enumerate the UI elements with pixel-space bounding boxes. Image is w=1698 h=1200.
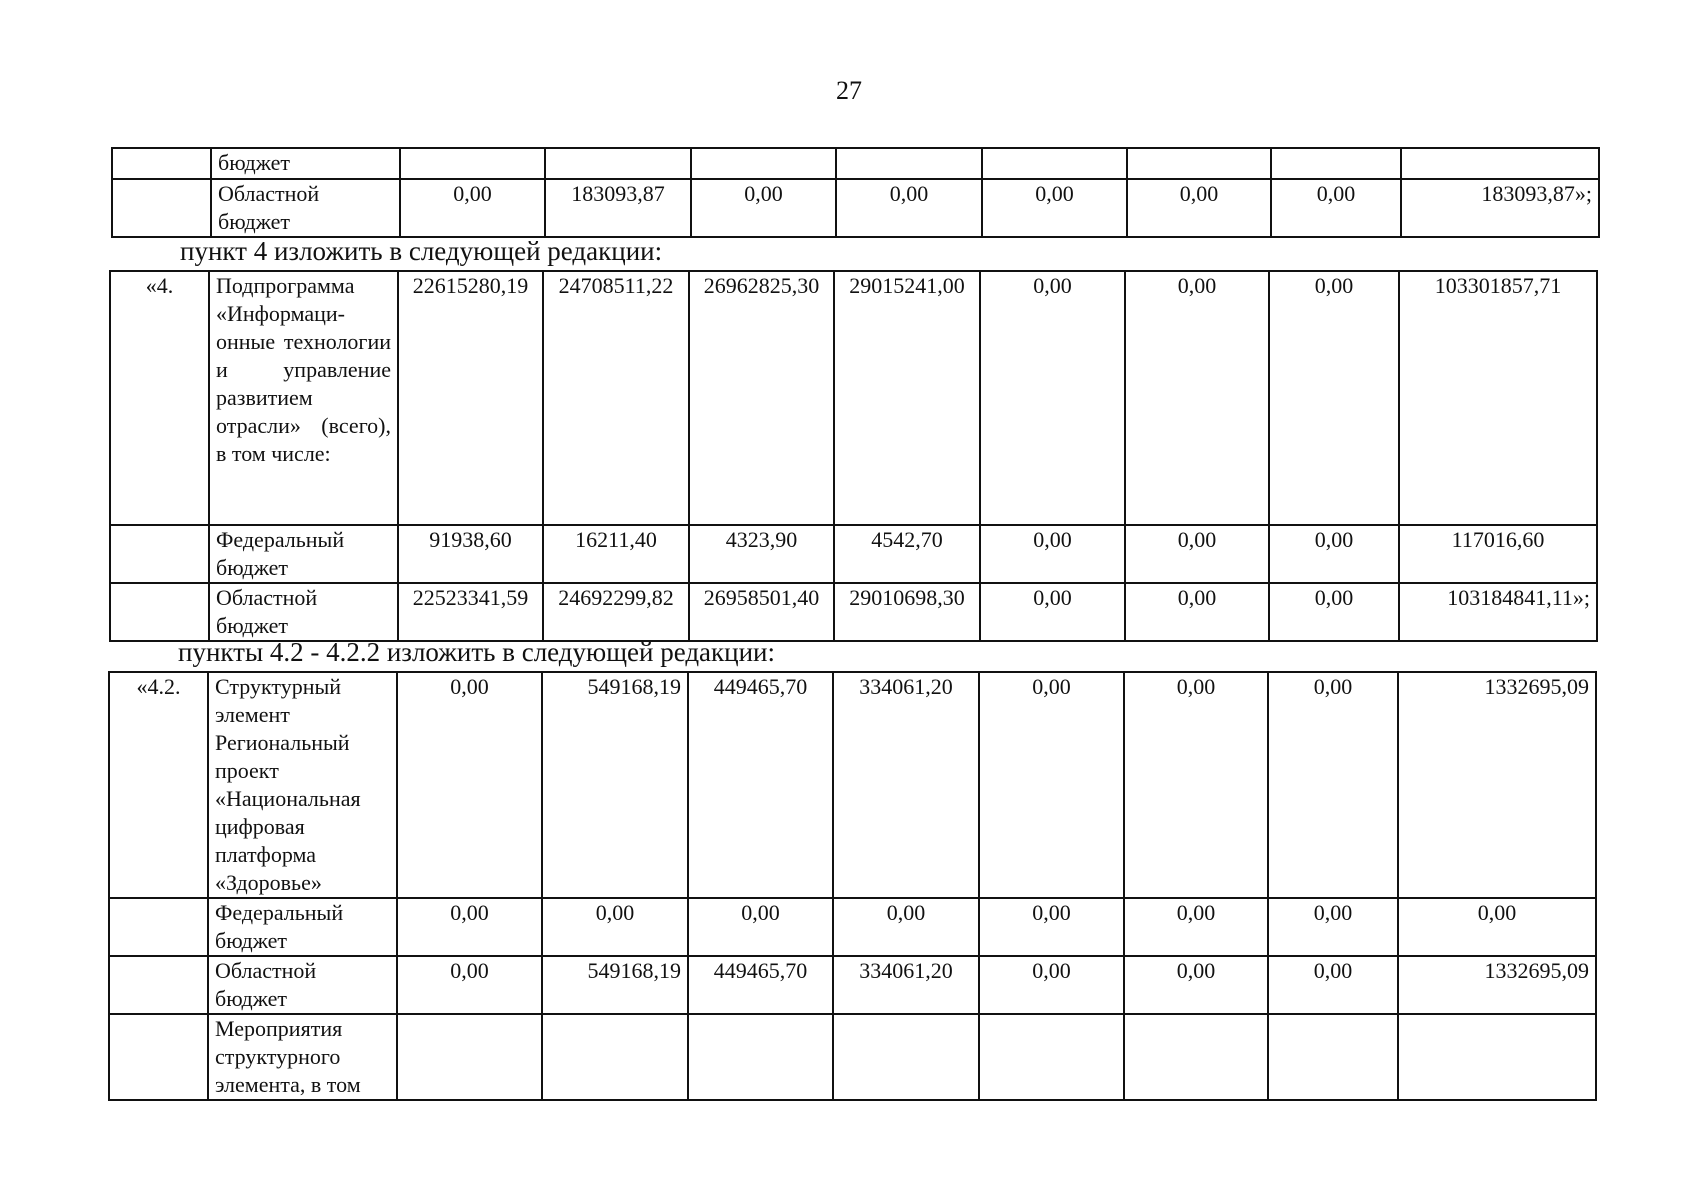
row-index	[112, 179, 211, 237]
value-cell: 0,00	[982, 179, 1127, 237]
value-cell: 0,00	[1124, 672, 1268, 898]
value-cell: 26962825,30	[689, 271, 834, 525]
value-cell: 0,00	[1125, 583, 1269, 641]
value-cell	[1124, 1014, 1268, 1100]
value-cell: 0,00	[397, 898, 542, 956]
value-cell: 91938,60	[398, 525, 543, 583]
value-cell	[1127, 148, 1271, 179]
row-name: Мероприятия структурного элемента, в том	[208, 1014, 397, 1100]
row-index	[112, 148, 211, 179]
value-cell: 549168,19	[542, 672, 688, 898]
value-cell: 0,00	[542, 898, 688, 956]
value-cell: 0,00	[400, 179, 545, 237]
row-name: Федеральный бюджет	[208, 898, 397, 956]
row-name: бюджет	[211, 148, 400, 179]
row-index	[109, 898, 208, 956]
value-cell	[1271, 148, 1401, 179]
value-cell	[833, 1014, 979, 1100]
table-row	[109, 672, 1596, 898]
value-cell: 0,00	[1125, 271, 1269, 525]
total-cell: 1332695,09	[1398, 956, 1596, 1014]
total-cell: 183093,87»;	[1401, 179, 1599, 237]
value-cell	[1268, 1014, 1398, 1100]
table-row	[109, 956, 1596, 1014]
value-cell: 334061,20	[833, 672, 979, 898]
row-index	[110, 583, 209, 641]
value-cell: 0,00	[979, 898, 1124, 956]
row-index	[110, 525, 209, 583]
row-name: Областной бюджет	[208, 956, 397, 1014]
row-index: «4.	[110, 271, 209, 525]
value-cell: 0,00	[980, 525, 1125, 583]
value-cell: 26958501,40	[689, 583, 834, 641]
value-cell: 0,00	[836, 179, 982, 237]
value-cell: 4542,70	[834, 525, 980, 583]
table-row	[110, 271, 1597, 525]
value-cell: 183093,87	[545, 179, 691, 237]
total-cell: 103184841,11»;	[1399, 583, 1597, 641]
value-cell	[688, 1014, 833, 1100]
row-name: Областной бюджет	[209, 583, 398, 641]
value-cell: 22615280,19	[398, 271, 543, 525]
value-cell: 0,00	[691, 179, 836, 237]
value-cell	[691, 148, 836, 179]
total-cell: 0,00	[1398, 898, 1596, 956]
value-cell: 0,00	[980, 271, 1125, 525]
total-cell: 117016,60	[1399, 525, 1597, 583]
table-row	[110, 525, 1597, 583]
value-cell: 0,00	[1268, 898, 1398, 956]
value-cell: 22523341,59	[398, 583, 543, 641]
row-name: Подпрограмма «Информаци-онные технологии и управление развитием отрасли» (всего), в том числе:	[209, 271, 398, 525]
value-cell: 0,00	[1125, 525, 1269, 583]
value-cell: 0,00	[1271, 179, 1401, 237]
value-cell: 0,00	[979, 672, 1124, 898]
value-cell	[400, 148, 545, 179]
total-cell	[1398, 1014, 1596, 1100]
value-cell: 29015241,00	[834, 271, 980, 525]
value-cell	[545, 148, 691, 179]
row-name: Структурный элемент Региональный проект «Национальная цифровая платформа «Здоровье»	[208, 672, 397, 898]
table-row	[112, 148, 1599, 179]
budget-table-item-4-2	[108, 671, 1597, 1101]
value-cell: 334061,20	[833, 956, 979, 1014]
value-cell	[836, 148, 982, 179]
total-cell: 103301857,71	[1399, 271, 1597, 525]
total-cell: 1332695,09	[1398, 672, 1596, 898]
value-cell	[979, 1014, 1124, 1100]
value-cell: 0,00	[397, 956, 542, 1014]
budget-table-subprogram-4	[109, 270, 1598, 642]
value-cell: 0,00	[1269, 271, 1399, 525]
value-cell: 16211,40	[543, 525, 689, 583]
value-cell: 0,00	[833, 898, 979, 956]
table-row	[109, 898, 1596, 956]
value-cell: 549168,19	[542, 956, 688, 1014]
page-number: 27	[836, 76, 862, 105]
value-cell: 0,00	[1269, 525, 1399, 583]
value-cell: 0,00	[397, 672, 542, 898]
value-cell: 24708511,22	[543, 271, 689, 525]
value-cell: 0,00	[980, 583, 1125, 641]
value-cell: 29010698,30	[834, 583, 980, 641]
value-cell	[982, 148, 1127, 179]
value-cell: 24692299,82	[543, 583, 689, 641]
table-row	[112, 179, 1599, 237]
value-cell: 0,00	[1269, 583, 1399, 641]
value-cell	[542, 1014, 688, 1100]
value-cell: 4323,90	[689, 525, 834, 583]
value-cell: 0,00	[979, 956, 1124, 1014]
row-index: «4.2.	[109, 672, 208, 898]
total-cell	[1401, 148, 1599, 179]
value-cell: 0,00	[1268, 672, 1398, 898]
value-cell: 0,00	[1268, 956, 1398, 1014]
table-row	[110, 583, 1597, 641]
row-index	[109, 956, 208, 1014]
row-name: Федеральный бюджет	[209, 525, 398, 583]
value-cell: 0,00	[1124, 898, 1268, 956]
value-cell: 449465,70	[688, 956, 833, 1014]
value-cell: 0,00	[1127, 179, 1271, 237]
value-cell	[397, 1014, 542, 1100]
instruction-paragraph: пункты 4.2 - 4.2.2 изложить в следующей редакции:	[178, 637, 776, 667]
row-index	[109, 1014, 208, 1100]
instruction-paragraph: пункт 4 изложить в следующей редакции:	[180, 236, 663, 266]
value-cell: 449465,70	[688, 672, 833, 898]
table-row	[109, 1014, 1596, 1100]
value-cell: 0,00	[688, 898, 833, 956]
row-name: Областной бюджет	[211, 179, 400, 237]
value-cell: 0,00	[1124, 956, 1268, 1014]
budget-table-continuation	[111, 147, 1600, 238]
